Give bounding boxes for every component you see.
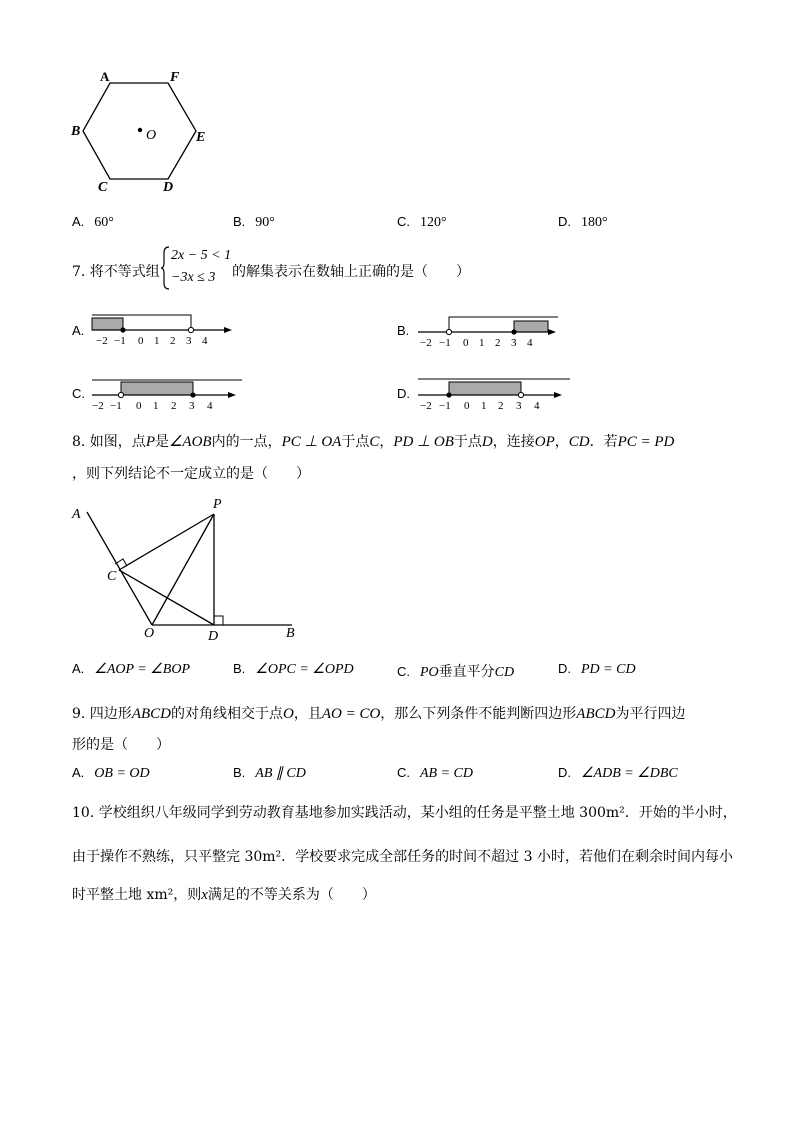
q9-line-1	[72, 703, 685, 723]
text: 满足的不等关系为（ ）	[207, 887, 376, 903]
option-label: D.	[558, 765, 571, 780]
q9-line-2: 形的是（ ）	[72, 737, 170, 753]
tick-label: −1	[439, 400, 451, 412]
shaded-region	[449, 382, 521, 395]
fig-label-a: A	[72, 507, 81, 522]
q7-inequality-2: −3x ≤ 3	[171, 270, 216, 285]
ray-oa	[87, 512, 152, 625]
open-dot	[118, 392, 123, 397]
hex-label-f: F	[170, 70, 180, 85]
tick-label: −2	[420, 400, 432, 412]
option-label: B.	[397, 323, 410, 338]
tick-label: 3	[516, 400, 522, 412]
math: O	[282, 706, 294, 722]
tick-label: −1	[439, 337, 451, 349]
segment-cd	[119, 570, 214, 625]
math: x	[201, 887, 208, 903]
q8-figure	[64, 490, 304, 645]
fig-label-d: D	[208, 629, 219, 644]
q7-number-line-c[interactable]	[88, 374, 248, 414]
segment-op	[152, 514, 214, 625]
tick-label: 4	[527, 337, 533, 349]
tick-label: 2	[495, 337, 501, 349]
q10-line-1: 10. 学校组织八年级同学到劳动教育基地参加实践活动，某小组的任务是平整土地 300m²．开始的半小时，	[72, 805, 737, 821]
tick-label: 0	[136, 400, 142, 412]
arrow-icon	[548, 329, 556, 335]
option-label: D.	[397, 386, 410, 401]
option-value: PD = CD	[581, 662, 636, 677]
option-label: A.	[72, 214, 85, 229]
filled-dot	[511, 329, 516, 334]
tick-label: 1	[481, 400, 487, 412]
fig-label-o: O	[144, 626, 155, 641]
option-label: C.	[397, 765, 410, 780]
q8-option-d[interactable]	[558, 661, 636, 678]
tick-label: 3	[186, 335, 192, 347]
math: ABCD	[131, 706, 171, 722]
option-label: A.	[72, 323, 85, 338]
text: 于点	[341, 434, 370, 450]
option-label: B.	[233, 765, 246, 780]
q8-option-a[interactable]	[72, 661, 190, 678]
q6-option-b[interactable]	[233, 214, 275, 231]
shaded-region	[92, 318, 123, 330]
hex-label-c: C	[98, 180, 108, 195]
tick-label: 2	[170, 335, 176, 347]
tick-label: 0	[463, 337, 469, 349]
text: 于点	[453, 434, 482, 450]
q9-option-c[interactable]	[397, 765, 473, 782]
option-value: OB = OD	[94, 766, 150, 781]
text: 为平行四边	[615, 706, 686, 722]
text: ，	[379, 434, 394, 450]
math: PC ⊥ OA	[281, 434, 342, 450]
q7-number-line-d[interactable]	[414, 374, 574, 414]
fig-label-b: B	[286, 626, 295, 641]
math: OP	[534, 434, 555, 450]
math: AO = CO	[321, 706, 381, 722]
open-dot	[446, 329, 451, 334]
option-value: AB ∥ CD	[255, 766, 306, 781]
math: D	[481, 434, 493, 450]
math: ABCD	[576, 706, 616, 722]
hex-label-a: A	[100, 69, 110, 84]
q10-line-2: 由于操作不熟练，只平整完 30m²．学校要求完成全部任务的时间不超过 3 小时，若他们在剩余时间内每小	[72, 849, 733, 865]
tick-label: 4	[207, 400, 213, 412]
option-label: D.	[558, 214, 571, 229]
option-value: PO	[420, 665, 439, 680]
option-label: B.	[233, 661, 246, 676]
center-point-o	[138, 128, 142, 132]
text: ，那么下列条件不能判断四边形	[380, 706, 577, 722]
hex-label-e: E	[196, 130, 206, 145]
tick-label: 3	[189, 400, 195, 412]
tick-label: 1	[479, 337, 485, 349]
shaded-region	[121, 382, 193, 395]
tick-label: 3	[511, 337, 517, 349]
open-dot	[188, 327, 193, 332]
text: 是	[154, 434, 169, 450]
q7-prefix: 7. 将不等式组	[72, 264, 160, 280]
text: ，且	[293, 706, 322, 722]
option-label: A.	[72, 661, 85, 676]
hex-label-d: D	[163, 180, 174, 195]
q6-option-a[interactable]	[72, 214, 114, 231]
text: 时平整土地 xm²，则	[72, 887, 202, 903]
math: C	[369, 434, 380, 450]
option-value: 120°	[420, 215, 447, 230]
arrow-icon	[224, 327, 232, 333]
tick-label: 2	[498, 400, 504, 412]
q8-line-2: ，则下列结论不一定成立的是（ ）	[72, 466, 310, 482]
option-value: 60°	[94, 215, 114, 230]
q7-suffix: 的解集表示在数轴上正确的是（ ）	[232, 264, 470, 280]
tick-label: 2	[171, 400, 177, 412]
filled-dot	[190, 392, 195, 397]
tick-label: −1	[110, 400, 122, 412]
fig-label-c: C	[107, 569, 117, 584]
text: 9. 四边形	[72, 706, 132, 722]
math: P	[145, 434, 155, 450]
q7-number-line-a[interactable]	[88, 310, 238, 350]
text: ，连接	[492, 434, 535, 450]
option-label: A.	[72, 765, 85, 780]
filled-dot	[120, 327, 125, 332]
q6-option-d[interactable]	[558, 214, 608, 231]
open-dot	[518, 392, 523, 397]
tick-label: −2	[420, 337, 432, 349]
option-value: 180°	[581, 215, 608, 230]
arrow-icon	[228, 392, 236, 398]
math: PD ⊥ OB	[393, 434, 454, 450]
tick-label: −2	[92, 400, 104, 412]
hexagon-figure	[60, 62, 230, 202]
q8-option-b[interactable]	[233, 661, 354, 678]
text: ，	[554, 434, 569, 450]
option-value: 90°	[255, 215, 275, 230]
q7-inequality-1: 2x − 5 < 1	[171, 248, 232, 263]
option-value: ∠AOP = ∠BOP	[94, 662, 191, 677]
tick-label: 0	[464, 400, 470, 412]
tick-label: 1	[154, 335, 160, 347]
option-value: AB = CD	[420, 766, 473, 781]
math: PC = PD	[617, 434, 675, 450]
option-label: D.	[558, 661, 571, 676]
option-value: ∠OPC = ∠OPD	[255, 662, 354, 677]
text: 的对角线相交于点	[170, 706, 283, 722]
fig-label-p: P	[213, 497, 222, 512]
option-value: CD	[494, 665, 515, 680]
tick-label: 4	[202, 335, 208, 347]
tick-label: 1	[153, 400, 159, 412]
filled-dot	[446, 392, 451, 397]
text: 内的一点，	[211, 434, 282, 450]
math: ∠AOB	[168, 434, 212, 450]
tick-label: 0	[138, 335, 144, 347]
q7-brace	[160, 246, 170, 290]
q9-option-d[interactable]	[558, 765, 678, 782]
segment-pc	[119, 514, 214, 570]
option-value: ∠ADB = ∠DBC	[581, 766, 678, 781]
q8-option-c[interactable]	[397, 661, 514, 681]
right-angle-d	[214, 616, 223, 625]
tick-label: −1	[114, 335, 126, 347]
math: CD	[568, 434, 590, 450]
option-label: C.	[72, 386, 85, 401]
hex-label-b: B	[71, 124, 81, 139]
text: 8. 如图，点	[72, 434, 146, 450]
q8-line-1	[72, 431, 674, 451]
option-value: 垂直平分	[438, 664, 495, 680]
shaded-region	[514, 321, 548, 332]
option-label: C.	[397, 664, 410, 679]
hex-label-o: O	[146, 128, 157, 143]
tick-label: −2	[96, 335, 108, 347]
arrow-icon	[554, 392, 562, 398]
q10-line-3	[72, 884, 376, 904]
tick-label: 4	[534, 400, 540, 412]
text: ．若	[589, 434, 618, 450]
q7-number-line-b[interactable]	[414, 311, 564, 351]
q9-option-a[interactable]	[72, 765, 150, 782]
q9-option-b[interactable]	[233, 765, 306, 782]
q6-option-c[interactable]	[397, 214, 447, 231]
option-label: B.	[233, 214, 246, 229]
option-label: C.	[397, 214, 410, 229]
